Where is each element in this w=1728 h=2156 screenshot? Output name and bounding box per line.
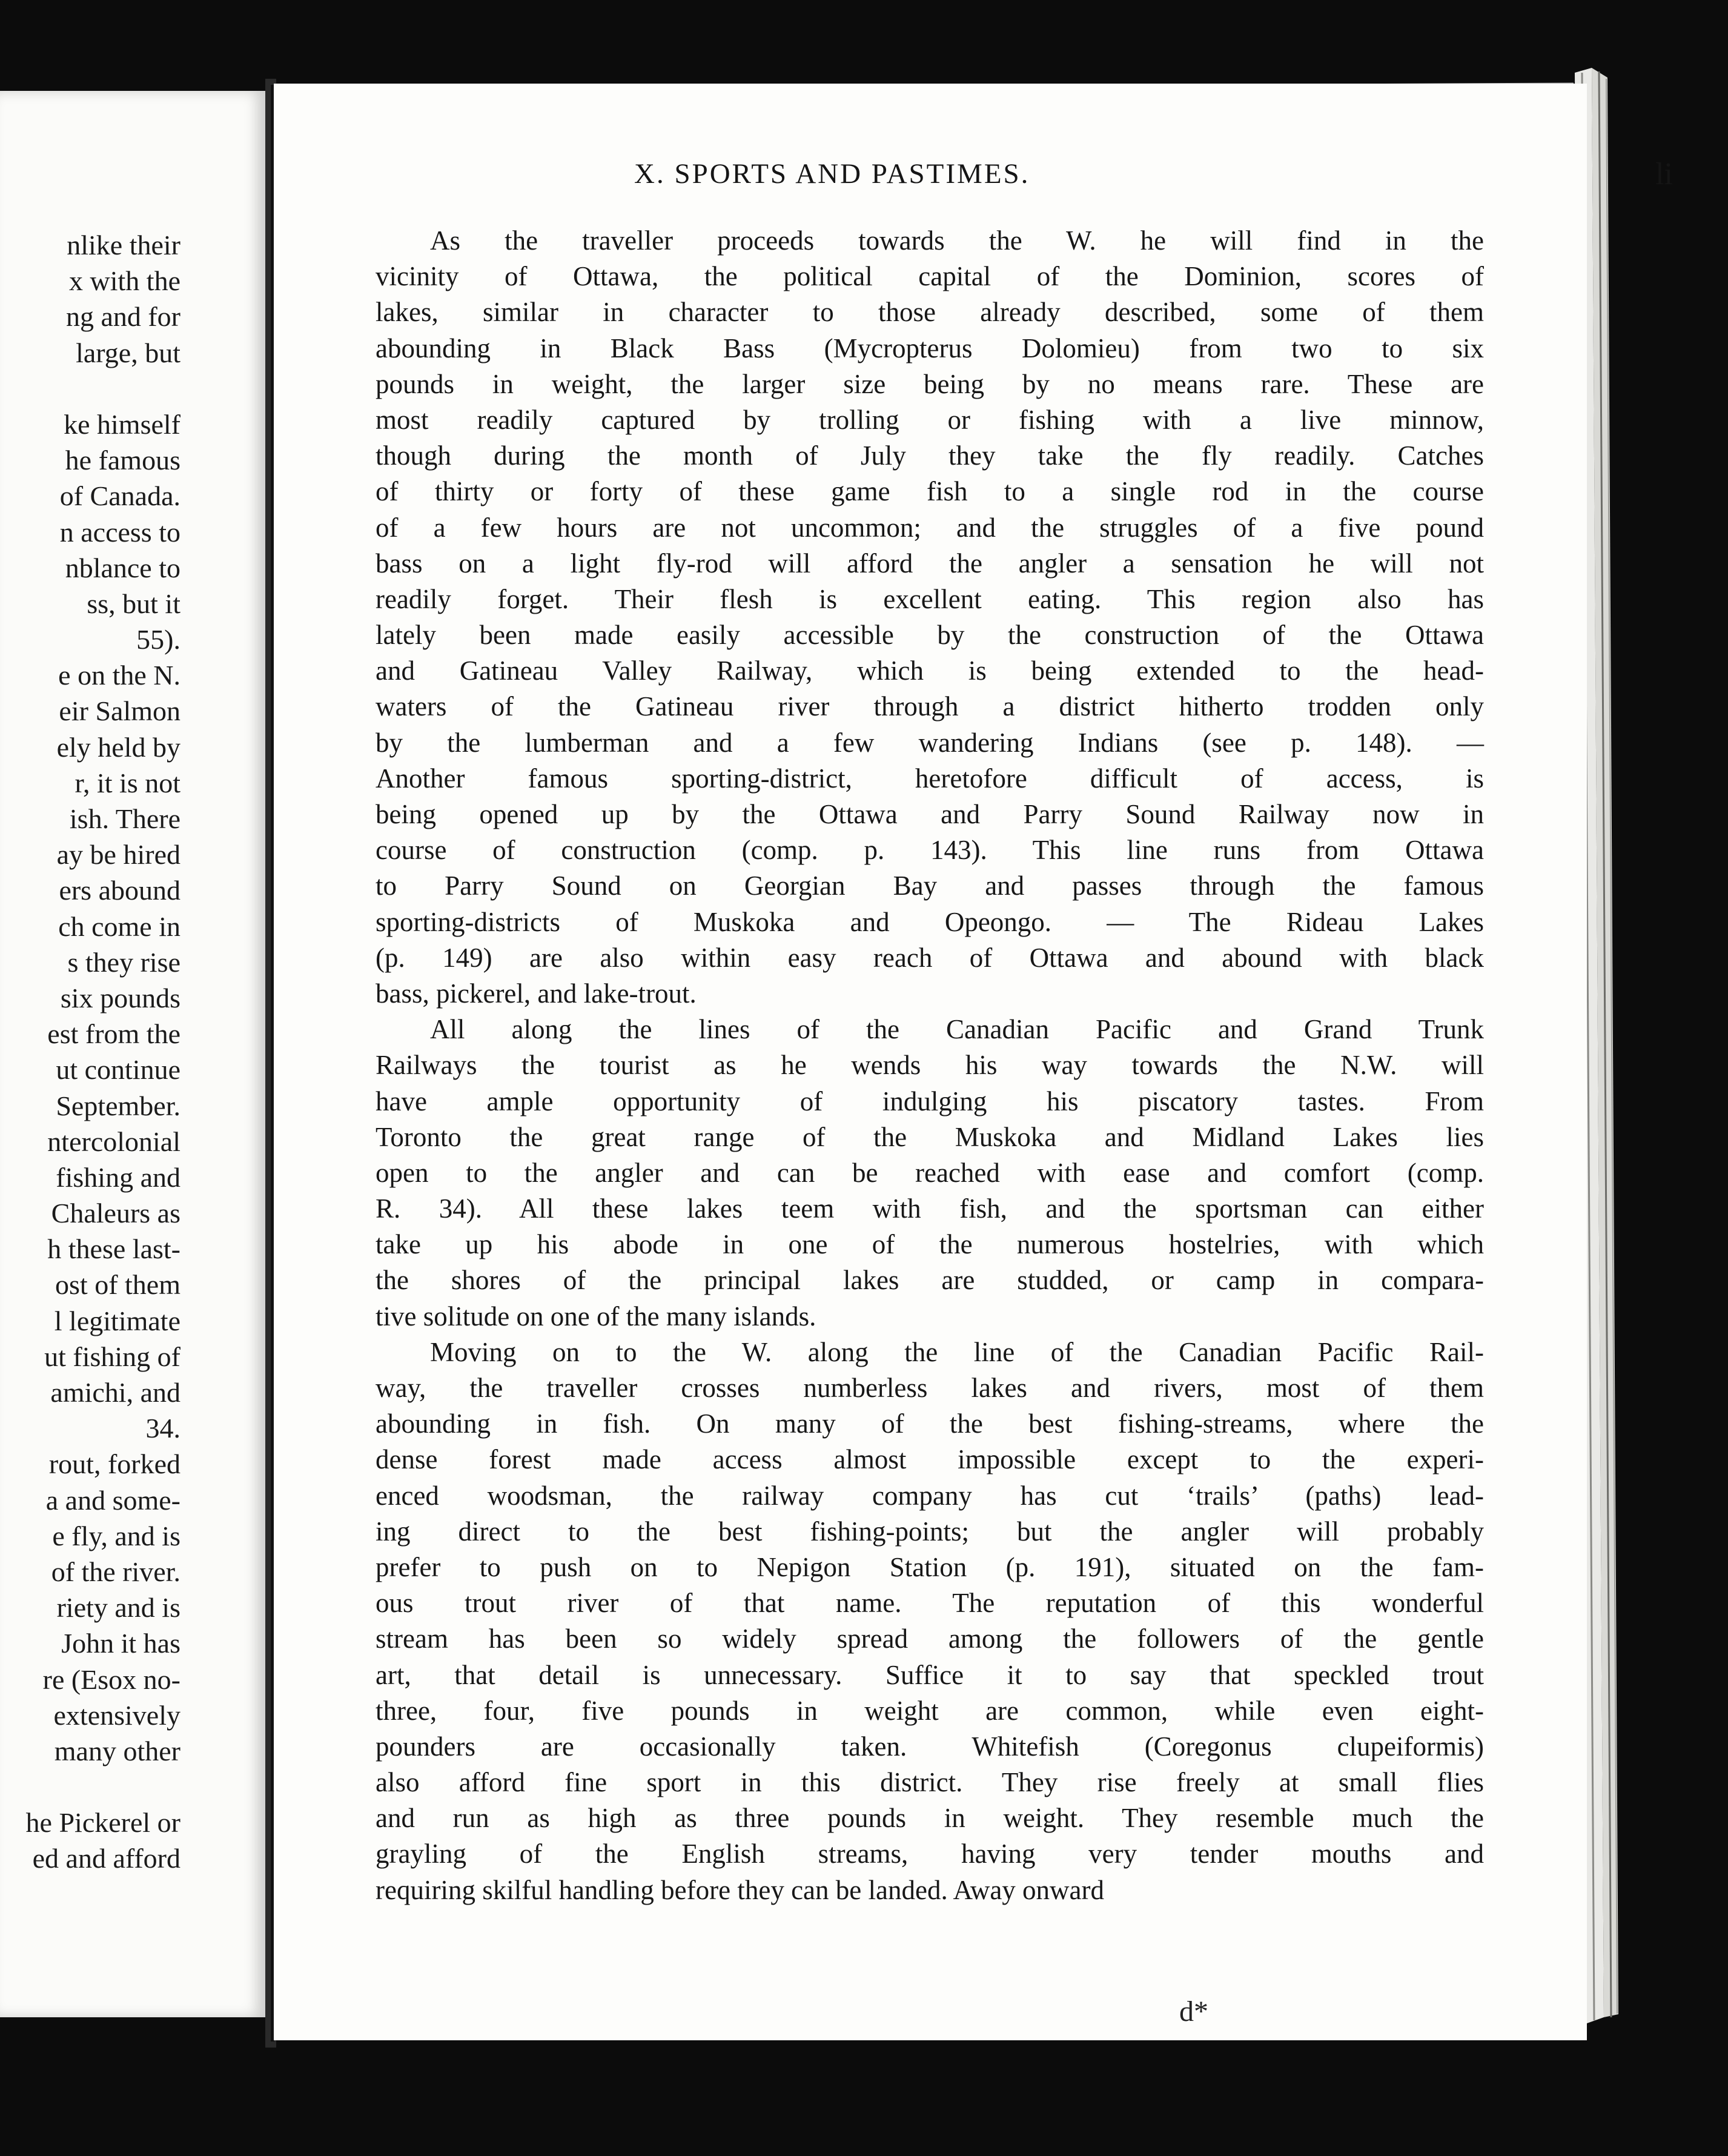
page-number: li <box>1655 157 1673 191</box>
text-line: (p. 149) are also within easy reach of Ottawa and abound with black <box>376 942 1484 973</box>
text-line: tive solitude on one of the many islands. <box>376 1301 816 1332</box>
text-line: readily forget. Their flesh is excellent eating. This region also has <box>376 583 1484 614</box>
text-line: most readily captured by trolling or fishing with a live minnow, <box>376 404 1484 435</box>
text-line: and run as high as three pounds in weight. They resemble much the <box>376 1803 1484 1834</box>
text-line: As the traveller proceeds towards the W. he will find in the <box>430 225 1484 256</box>
facing-page-line: 34. <box>145 1413 180 1444</box>
text-line: Toronto the great range of the Muskoka and Midland Lakes lies <box>376 1121 1484 1152</box>
facing-page-line: ch come in <box>58 910 180 942</box>
text-line: open to the angler and can be reached with ease and comfort (comp. <box>376 1157 1484 1188</box>
facing-page-line: ely held by <box>56 731 180 763</box>
facing-page-line: n access to <box>59 516 180 548</box>
facing-page-line: of Canada. <box>59 480 180 512</box>
text-line: bass, pickerel, and lake-trout. <box>376 978 697 1009</box>
facing-page-line: 55). <box>136 624 180 655</box>
facing-page-line: ed and afford <box>32 1843 180 1874</box>
facing-page-line: of the river. <box>51 1556 180 1587</box>
text-line: to Parry Sound on Georgian Bay and passes through the famous <box>376 871 1484 901</box>
text-line: dense forest made access almost impossible except to the experi- <box>376 1444 1484 1475</box>
text-line: abounding in Black Bass (Mycropterus Dolomieu) from two to six <box>376 333 1484 363</box>
text-line: prefer to push on to Nepigon Station (p. 191), situated on the fam- <box>376 1551 1484 1582</box>
facing-page-line: ish. There <box>69 803 180 834</box>
text-line: course of construction (comp. p. 143). This line runs from Ottawa <box>376 835 1484 866</box>
text-line: All along the lines of the Canadian Pacific and Grand Trunk <box>430 1014 1484 1045</box>
text-line: lately been made easily accessible by the construction of the Ottawa <box>376 620 1484 651</box>
facing-page-line: many other <box>54 1735 180 1766</box>
facing-page-line: ut fishing of <box>44 1341 180 1372</box>
book-page <box>274 84 1673 2040</box>
text-line: lakes, similar in character to those already described, some of them <box>376 297 1484 328</box>
facing-page-line: r, it is not <box>74 767 180 798</box>
facing-page-line: eir Salmon <box>59 695 180 727</box>
facing-page-line: ut continue <box>56 1054 180 1086</box>
facing-page-line: est from the <box>47 1018 180 1050</box>
facing-page-line: riety and is <box>56 1592 180 1624</box>
facing-page-line: he famous <box>65 445 180 476</box>
text-line: art, that detail is unnecessary. Suffice it to say that speckled trout <box>376 1659 1484 1690</box>
facing-page-line: ke himself <box>64 408 180 440</box>
text-line: requiring skilful handling before they can be landed. Away onward <box>376 1874 1105 1905</box>
text-line: of thirty or forty of these game fish to a single rod in the course <box>376 476 1484 507</box>
signature-mark: d* <box>1179 1995 1208 2028</box>
text-line: by the lumberman and a few wandering Indians (see p. 148). — <box>376 727 1484 758</box>
facing-page-line: six pounds <box>60 982 180 1013</box>
facing-page-line: John it has <box>61 1628 180 1659</box>
facing-page-line: nblance to <box>65 552 180 583</box>
text-line: pounds in weight, the larger size being by no means rare. These are <box>376 368 1484 399</box>
facing-page-line: large, but <box>68 337 180 368</box>
facing-page-line: nlike their <box>67 230 180 260</box>
facing-page-text-fragments <box>0 227 180 1877</box>
facing-page-line: re (Esox no- <box>42 1663 180 1695</box>
facing-page-line: x with the <box>69 265 180 297</box>
facing-page-line: ntercolonial <box>47 1126 180 1157</box>
text-line: Another famous sporting-district, heretofore difficult of access, is <box>376 763 1484 794</box>
text-line: three, four, five pounds in weight are common, while even eight- <box>376 1695 1484 1726</box>
text-line: enced woodsman, the railway company has cut ‘trails’ (paths) lead- <box>376 1480 1484 1511</box>
running-header <box>634 158 1673 200</box>
text-line: ing direct to the best fishing-points; but the angler will probably <box>376 1516 1484 1547</box>
text-line: being opened up by the Ottawa and Parry Sound Railway now in <box>376 799 1484 829</box>
text-line: and Gatineau Valley Railway, which is being extended to the head- <box>376 655 1484 686</box>
text-line: way, the traveller crosses numberless lakes and rivers, most of them <box>376 1373 1484 1403</box>
facing-page-line: amichi, and <box>50 1377 180 1408</box>
facing-page-line: e on the N. <box>58 660 180 691</box>
text-line: Moving on to the W. along the line of the Canadian Pacific Rail- <box>430 1336 1484 1367</box>
facing-page-line: s they rise <box>67 946 180 978</box>
text-line: waters of the Gatineau river through a district hitherto trodden only <box>376 691 1484 722</box>
text-line: also afford fine sport in this district. They rise freely at small flies <box>376 1767 1484 1798</box>
facing-page-line: ss, but it <box>87 588 180 619</box>
facing-page-line <box>0 371 180 406</box>
facing-page-line: a and some- <box>45 1484 180 1516</box>
running-title: X. SPORTS AND PASTIMES. <box>634 158 1030 190</box>
facing-page-line: extensively <box>53 1699 180 1731</box>
text-line: stream has been so widely spread among the followers of the gentle <box>376 1624 1484 1654</box>
text-line: grayling of the English streams, having very tender mouths and <box>376 1839 1484 1869</box>
facing-page-line: ers abound <box>59 875 180 906</box>
text-line: R. 34). All these lakes teem with fish, and the sportsman can either <box>376 1193 1484 1224</box>
facing-page-line: e fly, and is <box>52 1520 180 1551</box>
paragraph-2 <box>376 1012 1484 1335</box>
facing-page-line: ng and for <box>65 301 180 333</box>
paragraph-1 <box>376 223 1484 1012</box>
facing-page-line: ost of them <box>55 1269 180 1301</box>
facing-page-left <box>0 91 265 2017</box>
text-line: bass on a light fly-rod will afford the angler a sensation he will not <box>376 548 1484 579</box>
facing-page-line <box>0 1769 180 1805</box>
facing-page-line: ay be hired <box>56 839 180 871</box>
text-line: sporting-districts of Muskoka and Opeongo. — The Rideau Lakes <box>376 906 1484 937</box>
facing-page-line: he Pickerel or <box>25 1807 180 1839</box>
facing-page-line: rout, forked <box>48 1448 180 1480</box>
text-line: vicinity of Ottawa, the political capital of the Dominion, scores of <box>376 261 1484 292</box>
text-line: of a few hours are not uncommon; and the struggles of a five pound <box>376 512 1484 543</box>
text-line: the shores of the principal lakes are studded, or camp in compara- <box>376 1265 1484 1296</box>
facing-page-line: l legitimate <box>54 1305 180 1336</box>
text-line: though during the month of July they take the fly readily. Catches <box>376 440 1484 471</box>
text-line: have ample opportunity of indulging his piscatory tastes. From <box>376 1086 1484 1116</box>
text-line: Railways the tourist as he wends his way towards the N.W. will <box>376 1050 1484 1081</box>
text-line: abounding in fish. On many of the best fishing-streams, where the <box>376 1408 1484 1439</box>
facing-page-line: fishing and <box>56 1161 180 1193</box>
text-line: pounders are occasionally taken. Whitefish (Coregonus clupeiformis) <box>376 1731 1484 1762</box>
paragraph-3 <box>376 1335 1484 1908</box>
text-line: take up his abode in one of the numerous hostelries, with which <box>376 1229 1484 1260</box>
facing-page-line: h these last- <box>47 1233 180 1265</box>
facing-page-line: September. <box>56 1090 180 1121</box>
facing-page-line: Chaleurs as <box>51 1198 180 1229</box>
text-line: ous trout river of that name. The reputation of this wonderful <box>376 1588 1484 1619</box>
page-body <box>376 223 1484 1908</box>
